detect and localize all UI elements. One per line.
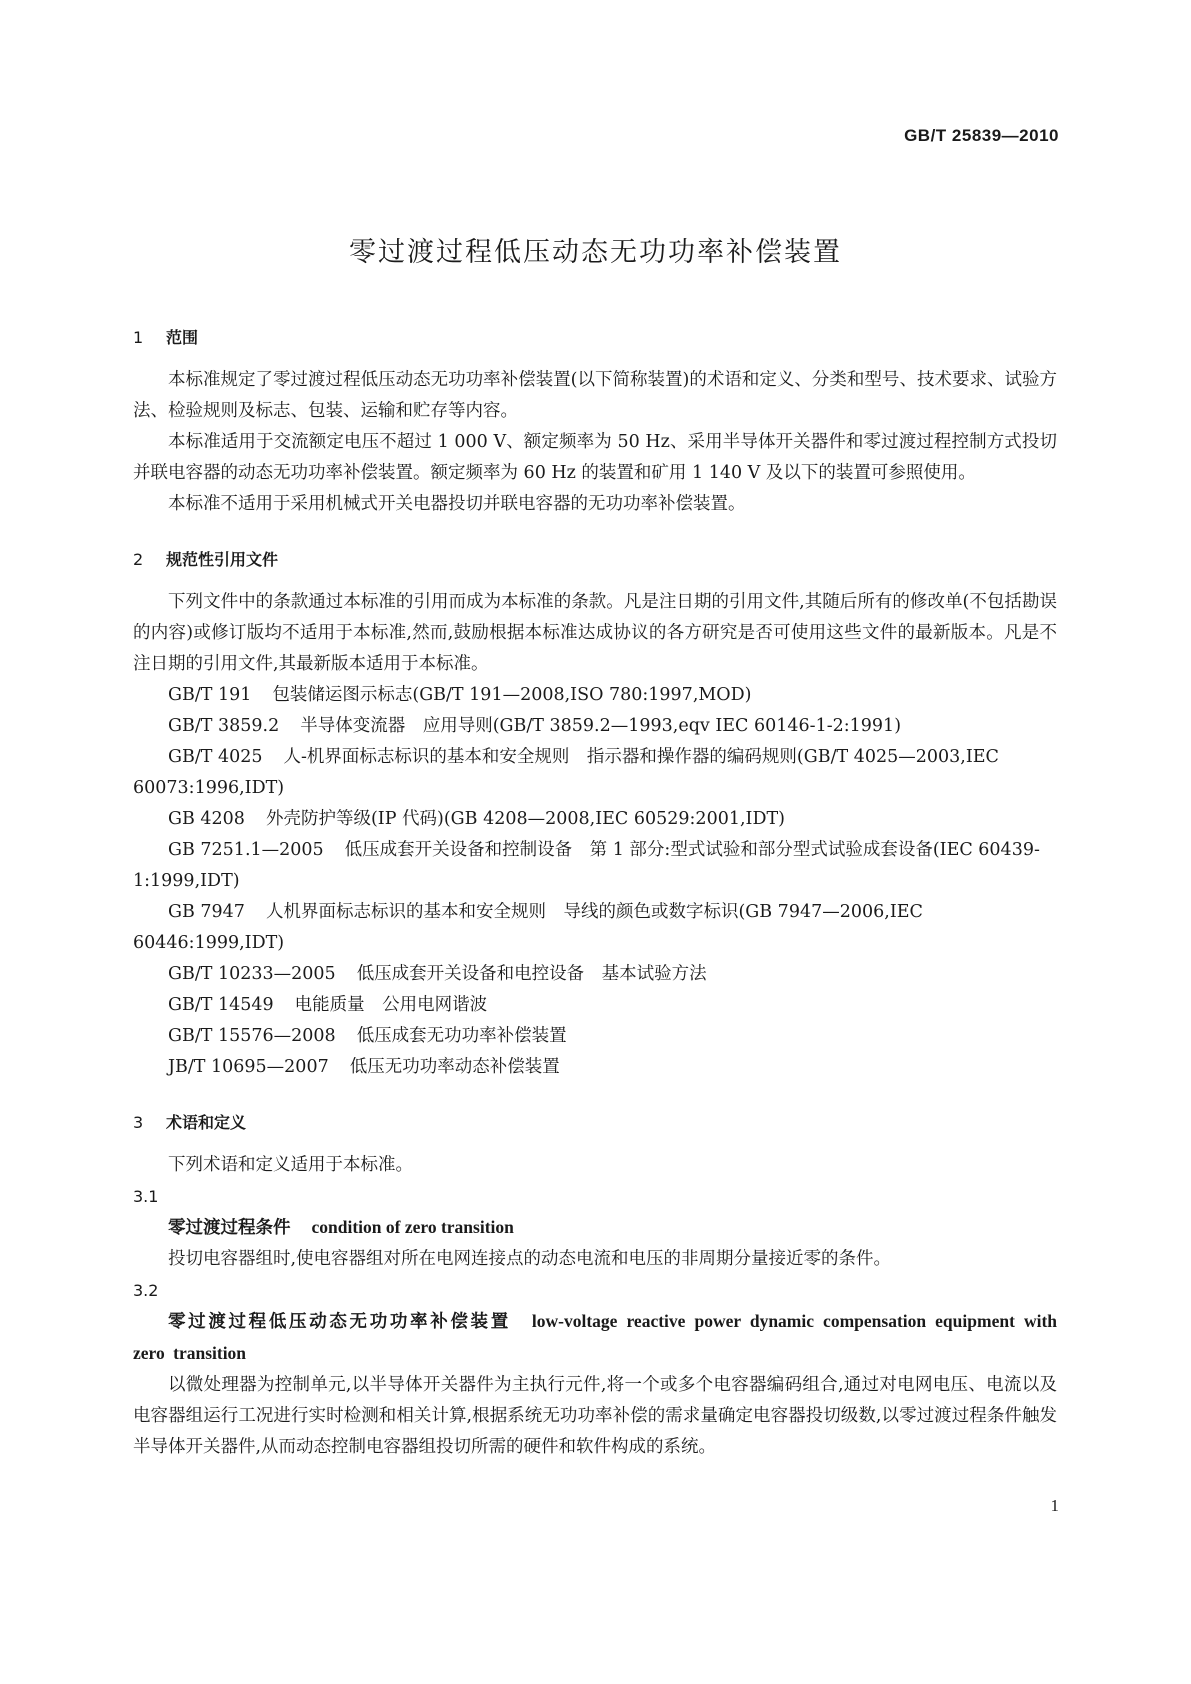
standard-number: GB/T 25839—2010	[904, 126, 1059, 145]
reference-title: 低压成套开关设备和控制设备 第 1 部分:型式试验和部分型式试验成套设备(IEC 60439-1:1999,IDT)	[133, 840, 1040, 891]
reference-title: 低压无功功率动态补偿装置	[349, 1057, 560, 1077]
document-body	[133, 322, 1057, 1463]
paragraph: 本标准不适用于采用机械式开关电器投切并联电容器的无功功率补偿装置。	[168, 494, 746, 514]
reference-title: 包装储运图示标志(GB/T 191—2008,ISO 780:1997,MOD)	[272, 685, 752, 705]
reference-item	[133, 680, 1057, 711]
reference-title: 人-机界面标志标识的基本和安全规则 指示器和操作器的编码规则(GB/T 4025—2003,IEC 60073:1996,IDT)	[133, 747, 999, 798]
reference-title: 外壳防护等级(IP 代码)(GB 4208—2008,IEC 60529:2001,IDT)	[265, 809, 785, 829]
reference-item	[133, 1021, 1057, 1052]
reference-item	[133, 959, 1057, 990]
term-number: 3.2	[133, 1281, 159, 1300]
reference-item	[133, 711, 1057, 742]
reference-code: GB 7947	[168, 902, 245, 922]
reference-code: GB 4208	[168, 809, 245, 829]
term-en: condition of zero transition	[311, 1217, 514, 1237]
reference-code: GB/T 10233—2005	[168, 964, 336, 984]
page-number: 1	[1050, 1496, 1059, 1515]
section-title: 术语和定义	[166, 1113, 247, 1132]
section-title: 规范性引用文件	[166, 550, 279, 569]
reference-code: GB/T 191	[168, 685, 252, 705]
reference-title: 电能质量 公用电网谐波	[294, 995, 488, 1015]
term-heading	[133, 1212, 1057, 1244]
reference-item	[133, 804, 1057, 835]
reference-title: 低压成套开关设备和电控设备 基本试验方法	[356, 964, 707, 984]
reference-item	[133, 990, 1057, 1021]
paragraph: 本标准适用于交流额定电压不超过 1 000 V、额定频率为 50 Hz、采用半导体开关器件和零过渡过程控制方式投切并联电容器的动态无功功率补偿装置。额定频率为 60 Hz 的装置和矿用 1 140 V 及以下的装置可参照使用。	[133, 432, 1057, 483]
section-number: 2	[133, 550, 144, 569]
document-title: 零过渡过程低压动态无功功率补偿装置	[349, 237, 842, 268]
reference-code: GB/T 4025	[168, 747, 263, 767]
term-definition: 投切电容器组时,使电容器组对所在电网连接点的动态电流和电压的非周期分量接近零的条件。	[168, 1249, 892, 1269]
section-number: 1	[133, 328, 144, 347]
term-zh: 零过渡过程条件	[168, 1218, 291, 1238]
reference-item	[133, 1052, 1057, 1083]
section-title: 范围	[166, 328, 199, 347]
reference-code: JB/T 10695—2007	[168, 1057, 329, 1077]
term-definition: 以微处理器为控制单元,以半导体开关器件为主执行元件,将一个或多个电容器编码组合,通过对电网电压、电流以及电容器组运行工况进行实时检测和相关计算,根据系统无功功率补偿的需求量确定电容器投切级数,以零过渡过程条件触发半导体开关器件,从而动态控制电容器组投切所需的硬件和软件构成的系统。	[133, 1375, 1057, 1457]
term-zh: 零过渡过程低压动态无功功率补偿装置	[168, 1312, 511, 1332]
reference-code: GB/T 15576—2008	[168, 1026, 336, 1046]
paragraph: 本标准规定了零过渡过程低压动态无功功率补偿装置(以下简称装置)的术语和定义、分类和型号、技术要求、试验方法、检验规则及标志、包装、运输和贮存等内容。	[133, 370, 1057, 421]
section-heading-terms	[133, 1107, 1057, 1138]
paragraph: 下列文件中的条款通过本标准的引用而成为本标准的条款。凡是注日期的引用文件,其随后所有的修改单(不包括勘误的内容)或修订版均不适用于本标准,然而,鼓励根据本标准达成协议的各方研究是否可使用这些文件的最新版本。凡是不注日期的引用文件,其最新版本适用于本标准。	[133, 592, 1057, 674]
section-heading-references	[133, 544, 1057, 575]
reference-title: 低压成套无功功率补偿装置	[356, 1026, 567, 1046]
reference-code: GB/T 14549	[168, 995, 274, 1015]
paragraph: 下列术语和定义适用于本标准。	[168, 1155, 413, 1175]
section-heading-scope	[133, 322, 1057, 353]
reference-title: 半导体变流器 应用导则(GB/T 3859.2—1993,eqv IEC 60146-1-2:1991)	[300, 716, 902, 736]
term-en: low-voltage reactive power dynamic compensation equipment with zero transition	[133, 1311, 1058, 1363]
reference-item	[133, 897, 1057, 959]
reference-item	[133, 835, 1057, 897]
reference-code: GB/T 3859.2	[168, 716, 280, 736]
term-number: 3.1	[133, 1187, 159, 1206]
reference-item	[133, 742, 1057, 804]
term-heading	[133, 1306, 1057, 1370]
reference-code: GB 7251.1—2005	[168, 840, 324, 860]
section-number: 3	[133, 1113, 144, 1132]
reference-title: 人机界面标志标识的基本和安全规则 导线的颜色或数字标识(GB 7947—2006,IEC 60446:1999,IDT)	[133, 902, 923, 953]
